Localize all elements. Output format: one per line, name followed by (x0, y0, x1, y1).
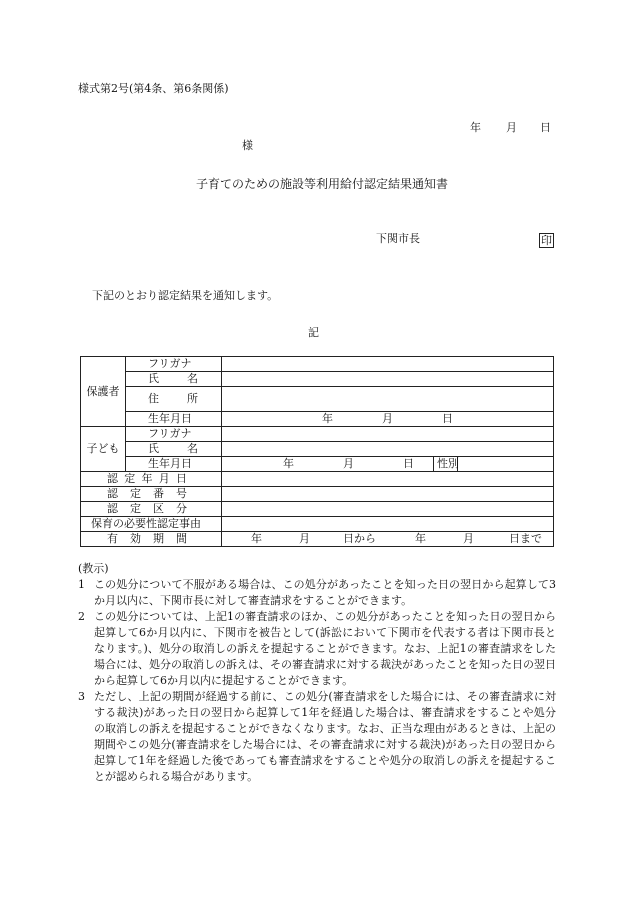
note-item (78, 609, 556, 689)
note-number: 2 (78, 610, 85, 623)
table-row (81, 502, 554, 517)
guardian-birthdate-value: 年 月 日 (222, 412, 554, 427)
child-birthdate-value: 年 月 日 (222, 457, 434, 472)
cert-number-value (222, 487, 554, 502)
necessity-reason-label: 保育の必要性認定事由 (81, 517, 222, 532)
guardian-furigana-value (222, 357, 554, 372)
child-gender-label: 性別 (434, 457, 458, 472)
table-row (81, 357, 554, 372)
necessity-reason-value (222, 517, 554, 532)
cert-number-label: 認定番号 (81, 487, 222, 502)
guardian-birthdate-label: 生年月日 (126, 412, 222, 427)
note-item (78, 577, 556, 609)
note-number: 1 (78, 578, 85, 591)
note-text: この処分について不服がある場合は、この処分があったことを知った日の翌日から起算して3か月以内に、下関市長に対して審査請求をすることができます。 (94, 578, 556, 607)
notes-heading: (教示) (78, 562, 109, 575)
cert-date-value (222, 472, 554, 487)
date-year-label: 年 (470, 121, 481, 134)
child-gender-value (458, 457, 554, 472)
issuer-name: 下関市長 (376, 232, 420, 245)
addressee-suffix: 様 (242, 139, 253, 152)
child-name-label: 氏 名 (126, 442, 222, 457)
instruction-notes (78, 561, 556, 785)
table-row (81, 457, 554, 472)
certification-table (80, 356, 554, 547)
child-birthdate-label: 生年月日 (126, 457, 222, 472)
date-month-label: 月 (506, 121, 517, 134)
child-furigana-label: フリガナ (126, 427, 222, 442)
guardian-name-value (222, 372, 554, 387)
guardian-address-value (222, 387, 554, 412)
guardian-group-label: 保護者 (81, 357, 126, 427)
guardian-address-label: 住 所 (126, 387, 222, 412)
guardian-furigana-label: フリガナ (126, 357, 222, 372)
guardian-name-label: 氏 名 (126, 372, 222, 387)
document-title: 子育てのための施設等利用給付認定結果通知書 (196, 177, 449, 191)
child-name-value (222, 442, 554, 457)
table-row (81, 387, 554, 412)
note-text: この処分については、上記1の審査請求のほか、この処分があったことを知った日の翌日から起算して6か月以内に、下関市を被告として(訴訟において下関市を代表する者は下関市長となります。)、処分の取消しの訴えを提起することができます。なお、上記1の審査請求をした場合には、処分の取消しの訴えは、その審査請求に対する裁決があったことを知った日の翌日から起算して6か月以内に提起することができます。 (94, 610, 556, 687)
table-row (81, 427, 554, 442)
seal-stamp (539, 229, 554, 248)
table-row (81, 412, 554, 427)
form-number: 様式第2号(第4条、第6条関係) (78, 82, 229, 95)
note-number: 3 (78, 690, 85, 703)
table-row (81, 372, 554, 387)
table-row (81, 517, 554, 532)
child-group-label: 子ども (81, 427, 126, 472)
ki-label: 記 (308, 326, 319, 339)
table-row (81, 487, 554, 502)
validity-period-value: 年 月 日から 年 月 日まで (222, 532, 554, 547)
note-item (78, 689, 556, 785)
child-furigana-value (222, 427, 554, 442)
note-text: ただし、上記の期間が経過する前に、この処分(審査請求をした場合には、その審査請求に対する裁決)があった日の翌日から起算して1年を経過した場合は、審査請求をすることや処分の取消しの訴えを提起することができなくなります。なお、正当な理由があるときは、上記の期間やこの処分(審査請求をした場合には、その審査請求に対する裁決)があった日の翌日から起算して1年を経過した後であっても審査請求をすることや処分の取消しの訴えを提起することが認められる場合があります。 (94, 690, 556, 783)
seal-mark: 印 (541, 234, 552, 247)
validity-period-label: 有効期間 (81, 532, 222, 547)
intro-text: 下記のとおり認定結果を通知します。 (92, 289, 279, 302)
cert-category-value (222, 502, 554, 517)
date-day-label: 日 (540, 121, 551, 134)
cert-date-label: 認定年月日 (81, 472, 222, 487)
table-row (81, 442, 554, 457)
table-row (81, 532, 554, 547)
table-row (81, 472, 554, 487)
cert-category-label: 認定区分 (81, 502, 222, 517)
